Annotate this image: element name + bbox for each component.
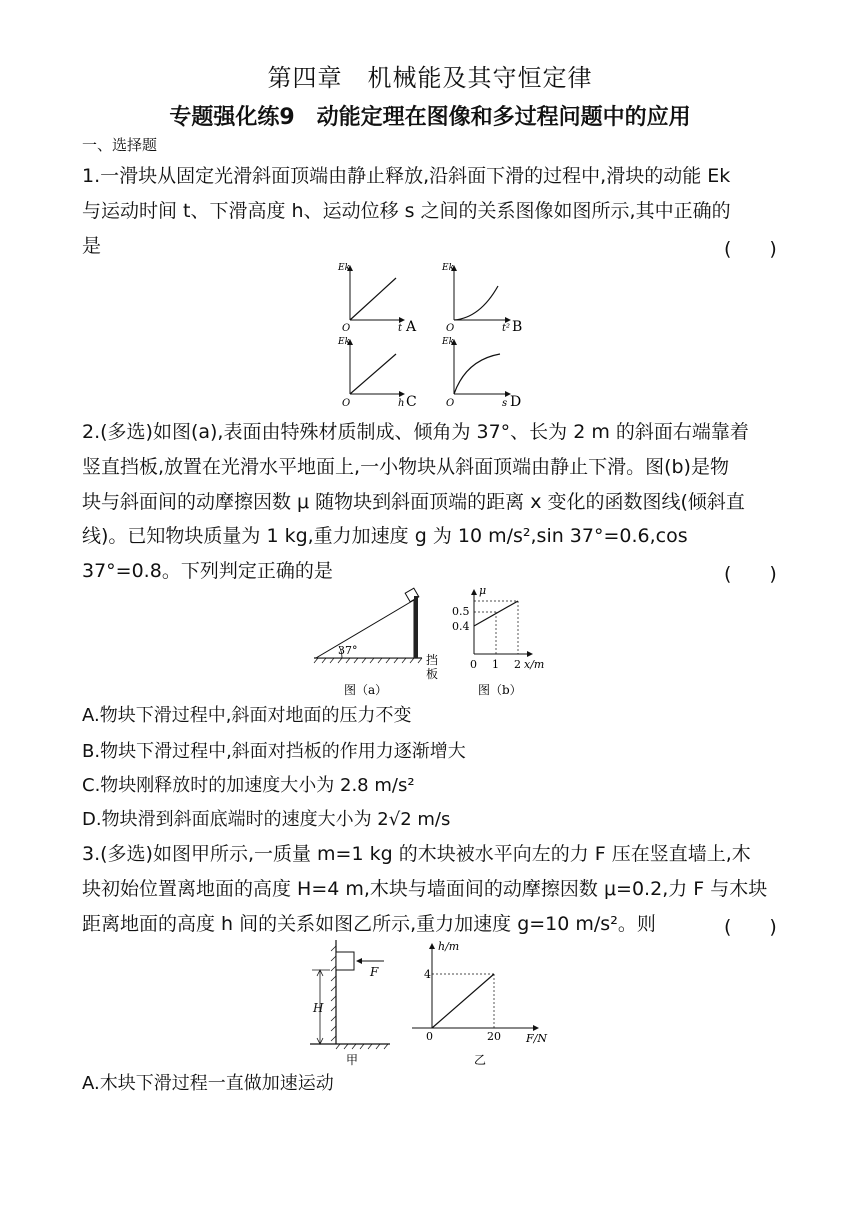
q3-force-label: F bbox=[370, 965, 379, 979]
q2-board-label-1: 挡 bbox=[426, 653, 439, 667]
q2-b-xtick-1: 1 bbox=[492, 658, 499, 671]
q2-figure-a bbox=[308, 584, 458, 700]
q1-b-xlabel: t² bbox=[502, 323, 511, 334]
section-heading: 一、选择题 bbox=[82, 136, 158, 154]
q2-b-ytick-05: 0.5 bbox=[452, 605, 470, 618]
q1-d-letter: D bbox=[510, 394, 522, 410]
q1-c-origin: O bbox=[342, 398, 351, 409]
q1-graph-d bbox=[441, 337, 521, 410]
q1-graph-c bbox=[337, 337, 417, 410]
q1-c-xlabel: h bbox=[398, 398, 405, 409]
q3-yi-xlabel: F/N bbox=[526, 1032, 547, 1045]
q3-caption-jia: 甲 bbox=[346, 1053, 359, 1067]
q3-figure-yi bbox=[402, 936, 562, 1070]
q1-d-origin: O bbox=[446, 398, 455, 409]
q2-option-d: D.物块滑到斜面底端时的速度大小为 2√2 m/s bbox=[82, 809, 451, 830]
q2-line-2: 竖直挡板,放置在光滑水平地面上,一小物块从斜面顶端由静止下滑。图(b)是物 bbox=[82, 456, 729, 478]
q2-line-4: 线)。已知物块质量为 1 kg,重力加速度 g 为 10 m/s²,sin 37°=0.6,cos bbox=[82, 525, 688, 547]
q3-height-label: H bbox=[313, 1001, 324, 1015]
q1-line-2: 与运动时间 t、下滑高度 h、运动位移 s 之间的关系图像如图所示,其中正确的 bbox=[82, 200, 731, 222]
page-subtitle: 专题强化练9 动能定理在图像和多过程问题中的应用 bbox=[169, 105, 691, 130]
q3-line-1: 3.(多选)如图甲所示,一质量 m=1 kg 的木块被水平向左的力 F 压在竖直墙上,木 bbox=[82, 843, 751, 865]
q1-a-origin: O bbox=[342, 323, 351, 334]
q2-option-b: B.物块下滑过程中,斜面对挡板的作用力逐渐增大 bbox=[82, 741, 466, 762]
q1-b-origin: O bbox=[446, 323, 455, 334]
q2-caption-a: 图（a） bbox=[344, 683, 388, 697]
q1-c-letter: C bbox=[406, 394, 417, 410]
q3-answer-paren: ( ) bbox=[724, 916, 777, 938]
q2-line-3: 块与斜面间的动摩擦因数 μ 随物块到斜面顶端的距离 x 变化的函数图线(倾斜直 bbox=[82, 491, 745, 513]
q1-c-ylabel: Ek bbox=[338, 337, 351, 347]
q3-line-2: 块初始位置离地面的高度 H=4 m,木块与墙面间的动摩擦因数 μ=0.2,力 F 与木块 bbox=[82, 878, 768, 900]
q3-yi-origin: 0 bbox=[426, 1030, 433, 1043]
q1-a-ylabel: Ek bbox=[338, 263, 351, 273]
q1-line-1: 1.一滑块从固定光滑斜面顶端由静止释放,沿斜面下滑的过程中,滑块的动能 Ek bbox=[82, 165, 731, 187]
q2-b-xtick-0: 0 bbox=[470, 658, 477, 671]
q1-a-xlabel: t bbox=[398, 323, 403, 334]
q2-b-ylabel: μ bbox=[479, 584, 487, 597]
q1-graphs bbox=[330, 258, 530, 412]
chapter-title: 第四章 机械能及其守恒定律 bbox=[267, 64, 593, 92]
q3-yi-ytick: 4 bbox=[424, 968, 431, 981]
q1-b-ylabel: Ek bbox=[442, 263, 455, 273]
q1-d-ylabel: Ek bbox=[442, 337, 455, 347]
q1-line-3: 是 bbox=[82, 235, 102, 257]
q1-b-letter: B bbox=[512, 319, 523, 335]
q3-figure-jia bbox=[300, 936, 400, 1070]
q3-caption-yi: 乙 bbox=[474, 1053, 487, 1067]
q1-answer-paren: ( ) bbox=[724, 238, 777, 260]
q3-yi-xtick: 20 bbox=[487, 1030, 501, 1043]
q2-figure-b bbox=[452, 584, 562, 700]
q2-b-ytick-04: 0.4 bbox=[452, 620, 470, 633]
q1-graph-b bbox=[441, 263, 522, 335]
q1-d-xlabel: s bbox=[502, 398, 508, 409]
q2-board-label-2: 板 bbox=[426, 667, 439, 681]
q3-option-a: A.木块下滑过程一直做加速运动 bbox=[82, 1073, 334, 1094]
q1-a-letter: A bbox=[406, 319, 417, 335]
q2-line-5: 37°=0.8。下列判定正确的是 bbox=[82, 560, 333, 582]
q2-answer-paren: ( ) bbox=[724, 563, 777, 585]
q2-line-1: 2.(多选)如图(a),表面由特殊材质制成、倾角为 37°、长为 2 m 的斜面右端靠着 bbox=[82, 421, 749, 443]
q2-angle-label: 37° bbox=[338, 644, 358, 657]
q1-graph-a bbox=[337, 263, 417, 335]
q2-b-xtick-2: 2 bbox=[514, 658, 521, 671]
q2-b-xlabel: x/m bbox=[524, 658, 545, 671]
q2-option-c: C.物块刚释放时的加速度大小为 2.8 m/s² bbox=[82, 775, 415, 796]
q2-caption-b: 图（b） bbox=[478, 683, 522, 697]
q3-yi-ylabel: h/m bbox=[438, 940, 460, 953]
q3-line-3: 距离地面的高度 h 间的关系如图乙所示,重力加速度 g=10 m/s²。则 bbox=[82, 913, 656, 935]
q2-option-a: A.物块下滑过程中,斜面对地面的压力不变 bbox=[82, 705, 412, 726]
